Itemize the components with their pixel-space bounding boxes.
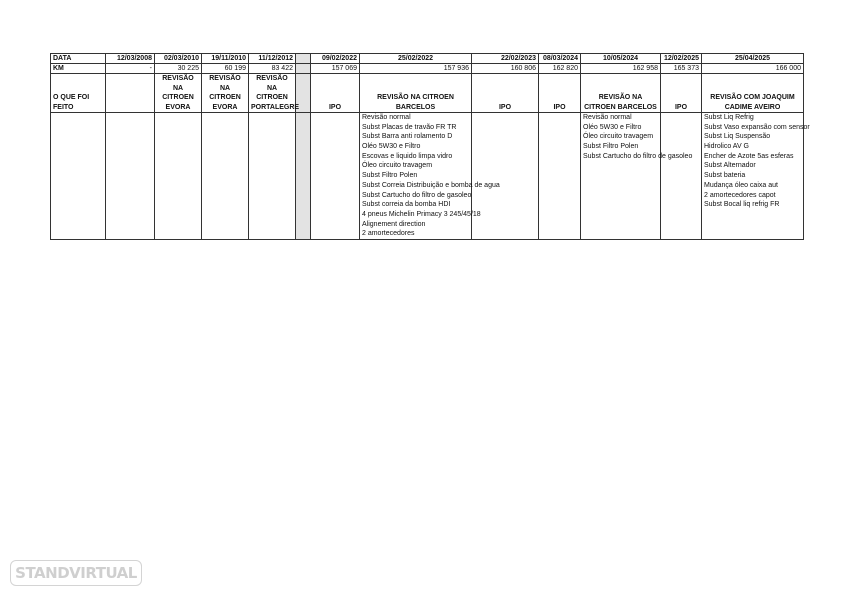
work-cell: [202, 113, 249, 240]
standvirtual-watermark: STANDVIRTUAL: [10, 560, 142, 586]
service-title: REVISÃO NA CITROEN BARCELOS: [581, 74, 661, 113]
work-cell: [249, 113, 296, 240]
service-title: [106, 74, 155, 113]
work-label: O QUE FOI FEITO: [51, 74, 106, 113]
work-item: Subst Cartucho do filtro de gasoleo: [583, 152, 693, 160]
work-cell: [106, 113, 155, 240]
work-cell: [51, 113, 106, 240]
date-cell: 09/02/2022: [311, 54, 360, 64]
spacer-cell: [296, 113, 311, 240]
work-item: Subst bateria: [704, 172, 746, 180]
km-cell: 162 820: [539, 64, 581, 74]
work-item: Hidrolico AV G: [704, 143, 749, 151]
work-list-aveiro-2025: [702, 113, 810, 240]
date-row: [51, 54, 804, 64]
work-item: Revisão normal: [583, 114, 632, 121]
date-cell: 22/02/2023: [472, 54, 539, 64]
work-list-barcelos-2022: [360, 113, 500, 240]
km-cell: 166 000: [702, 64, 804, 74]
service-title: REVISÃO NA CITROEN EVORA: [155, 74, 202, 113]
work-item: Subst Barra anti rolamento D: [362, 133, 453, 141]
work-items-row: [51, 113, 804, 240]
work-cell: [661, 113, 702, 240]
km-cell: 157 936: [360, 64, 472, 74]
work-item: Subst Filtro Polen: [583, 143, 639, 151]
work-item: Subst Placas de travão FR TR: [362, 123, 457, 131]
service-title: IPO: [661, 74, 702, 113]
date-cell: 25/04/2025: [702, 54, 804, 64]
work-cell: [311, 113, 360, 240]
km-cell: 162 958: [581, 64, 661, 74]
service-title-row: [51, 74, 804, 113]
work-item: Subst Correia Distribuição e bomba de agua: [362, 181, 500, 189]
date-cell: 25/02/2022: [360, 54, 472, 64]
date-cell: 08/03/2024: [539, 54, 581, 64]
work-item: Revisão normal: [362, 114, 411, 121]
work-item: Subst Vaso expansão com sensor: [704, 123, 810, 131]
work-item: Óleo circuito travagem: [362, 162, 433, 170]
km-cell: 157 069: [311, 64, 360, 74]
service-title: REVISÃO NA CITROEN PORTALEGRE: [249, 74, 296, 113]
work-item: Óleo circuito travagem: [583, 133, 654, 141]
date-cell: 12/03/2008: [106, 54, 155, 64]
km-cell: 165 373: [661, 64, 702, 74]
work-item: Alignement direction: [362, 220, 426, 228]
work-item: 4 pneus Michelin Primacy 3 245/45/18: [362, 210, 481, 218]
work-cell: [539, 113, 581, 240]
work-item: Oléo 5W30 e Filtro: [362, 143, 421, 151]
km-cell: 60 199: [202, 64, 249, 74]
service-title: REVISÃO COM JOAQUIM CADIME AVEIRO: [702, 74, 804, 113]
km-cell: -: [106, 64, 155, 74]
work-item: Oléo 5W30 e Filtro: [583, 123, 642, 131]
work-item: Subst Liq Suspensão: [704, 133, 771, 141]
service-title: IPO: [311, 74, 360, 113]
work-item: Escovas e liquido limpa vidro: [362, 152, 453, 160]
km-cell: 83 422: [249, 64, 296, 74]
work-list-barcelos-2024: [581, 113, 693, 240]
work-item: Subst Liq Refrig: [704, 114, 754, 121]
date-cell: 10/05/2024: [581, 54, 661, 64]
work-cell: [155, 113, 202, 240]
work-item: Encher de Azote 5as esferas: [704, 152, 794, 160]
km-cell: 30 225: [155, 64, 202, 74]
service-title: REVISÃO NA CITROEN EVORA: [202, 74, 249, 113]
km-label: KM: [51, 64, 106, 74]
work-item: 2 amortecedores capot: [704, 191, 776, 199]
work-cell: [472, 113, 539, 240]
service-title: REVISÃO NA CITROEN BARCELOS: [360, 74, 472, 113]
work-item: Subst Filtro Polen: [362, 172, 418, 180]
service-title: IPO: [539, 74, 581, 113]
service-title: IPO: [472, 74, 539, 113]
date-cell: 19/11/2010: [202, 54, 249, 64]
work-item: Mudança óleo caixa aut: [704, 181, 778, 189]
work-item: Subst Cartucho do filtro de gasoleo: [362, 191, 472, 199]
work-item: Subst Alternador: [704, 162, 756, 170]
spacer-cell: [296, 54, 311, 64]
work-item: 2 amortecedores: [362, 230, 415, 238]
date-cell: 02/03/2010: [155, 54, 202, 64]
spacer-cell: [296, 64, 311, 74]
work-item: Subst Bocal liq refrig FR: [704, 201, 780, 209]
date-label: DATA: [51, 54, 106, 64]
km-cell: 160 806: [472, 64, 539, 74]
date-cell: 11/12/2012: [249, 54, 296, 64]
km-row: [51, 64, 804, 74]
maintenance-table: [50, 53, 810, 240]
date-cell: 12/02/2025: [661, 54, 702, 64]
work-item: Subst correia da bomba HDI: [362, 201, 451, 209]
